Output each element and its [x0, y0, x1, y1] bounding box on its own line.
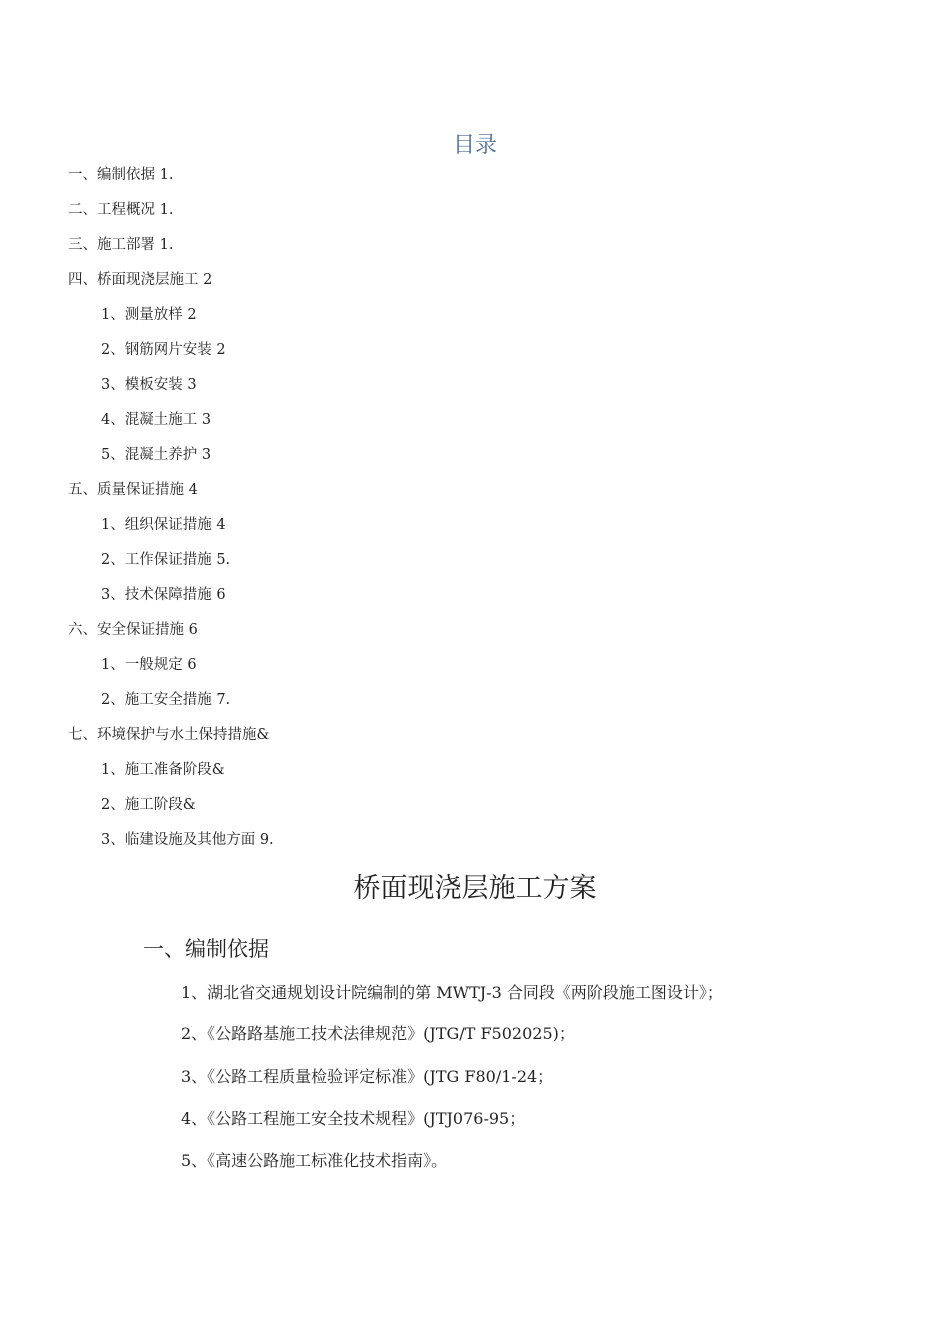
toc-item[interactable]: 2、工作保证措施 5. — [101, 552, 231, 568]
basis-item: 3、《公路工程质量检验评定标准》(JTG F80/1-24； — [181, 1067, 554, 1086]
toc-item[interactable]: 1、组织保证措施 4 — [101, 517, 226, 533]
toc-item[interactable]: 1、测量放样 2 — [101, 307, 197, 323]
basis-item: 1、湖北省交通规划设计院编制的第 MWTJ-3 合同段《两阶段施工图设计》； — [181, 983, 723, 1002]
toc-item[interactable]: 1、施工准备阶段& — [101, 762, 225, 778]
toc-item[interactable]: 二、工程概况 1. — [68, 202, 174, 218]
toc-item[interactable]: 四、桥面现浇层施工 2 — [68, 272, 213, 288]
toc-item[interactable]: 4、混凝土施工 3 — [101, 412, 212, 428]
toc-item[interactable]: 3、模板安装 3 — [101, 377, 197, 393]
toc-item[interactable]: 一、编制依据 1. — [68, 167, 174, 183]
toc-item[interactable]: 1、一般规定 6 — [101, 657, 197, 673]
toc-item[interactable]: 六、安全保证措施 6 — [68, 622, 198, 638]
document-title: 桥面现浇层施工方案 — [353, 873, 597, 904]
basis-item: 5、《高速公路施工标准化技术指南》。 — [181, 1151, 448, 1170]
toc-item[interactable]: 七、环境保护与水土保持措施& — [68, 727, 270, 743]
toc-item[interactable]: 2、施工安全措施 7. — [101, 692, 231, 708]
basis-item: 4、《公路工程施工安全技术规程》(JTJ076-95； — [181, 1109, 526, 1128]
toc-title: 目录 — [452, 133, 497, 158]
section-heading: 一、编制依据 — [143, 937, 269, 961]
toc-item[interactable]: 3、技术保障措施 6 — [101, 587, 226, 603]
toc-item[interactable]: 三、施工部署 1. — [68, 237, 174, 253]
toc-item[interactable]: 2、钢筋网片安装 2 — [101, 342, 226, 358]
toc-item[interactable]: 2、施工阶段& — [101, 797, 196, 813]
toc-item[interactable]: 3、临建设施及其他方面 9. — [101, 832, 274, 848]
toc-item[interactable]: 5、混凝土养护 3 — [101, 447, 212, 463]
toc-item[interactable]: 五、质量保证措施 4 — [68, 482, 198, 498]
basis-item: 2、《公路路基施工技术法律规范》(JTG/T F502025)； — [181, 1024, 575, 1043]
